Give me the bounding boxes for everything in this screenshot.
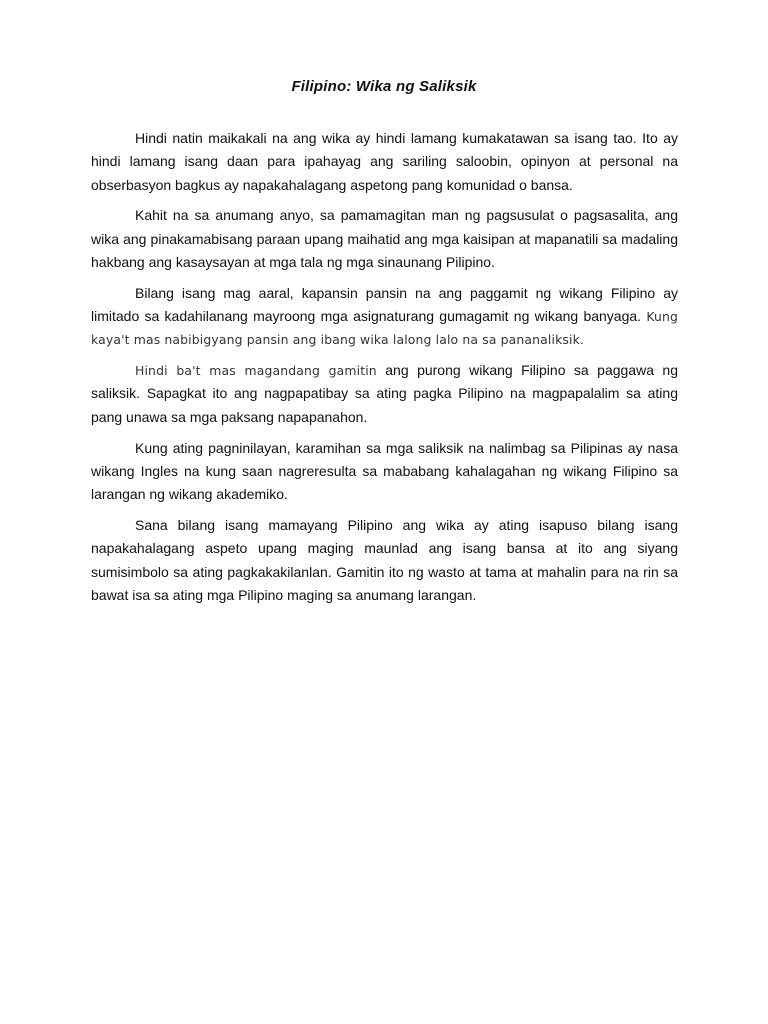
paragraph-4-text: ang purong wikang Filipino sa paggawa ng saliksik. Sapagkat ito ang nagpapatibay sa ating pagka Pilipino na magpapalalim sa ating pang unawa sa mga paksang napapanahon. [91,362,679,425]
paragraph-3 [91,282,678,352]
paragraph-3-text: Bilang isang mag aaral, kapansin pansin na ang paggamit ng wikang Filipino ay limitado sa kadahilanang mayroong mga asignaturang gumagamit ng wikang banyaga. [91,284,678,325]
paragraph-4-alt-font-text: Hindi ba't mas magandang gamitin [135,363,377,379]
paragraph-6: Sana bilang isang mamayang Pilipino ang wika ay ating isapuso bilang isang napakahalagang aspeto upang maging maunlad ang isang bansa at ito ang siyang sumisimbolo sa ating pagkakakilanlan. Gamitin ito ng wasto at tama at mahalin para na rin sa bawat isa sa ating mga Pilipino maging sa anumang larangan. [91,516,678,603]
paragraph-3-alt-font-text: Kung kaya't mas nabibigyang pansin ang ibang wika lalong lalo na sa pananaliksik. [91,309,678,348]
paragraph-1: Hindi natin maikakali na ang wika ay hindi lamang kumakatawan sa isang tao. Ito ay hindi lamang isang daan para ipahayag ang sariling saloobin, opinyon at personal na obserbasyon bagkus ay napakahalagang aspetong pang komunidad o bansa. [91,130,678,193]
paragraph-5: Kung ating pagninilayan, karamihan sa mga saliksik na nalimbag sa Pilipinas ay nasa wikang Ingles na kung saan nagreresulta sa mababang kahalagahan ng wikang Filipino sa larangan ng wikang akademiko. [91,439,678,503]
paragraph-2: Kahit na sa anumang anyo, sa pamamagitan man ng pagsusulat o pagsasalita, ang wika ang pinakamabisang paraan upang maihatid ang mga kaisipan at mapanatili sa madaling hakbang ang kasaysayan at mga tala ng mga sinaunang Pilipino. [91,207,678,270]
document-title: Filipino: Wika ng Saliksik [291,78,477,95]
document-body [91,127,678,615]
paragraph-4 [91,359,678,429]
